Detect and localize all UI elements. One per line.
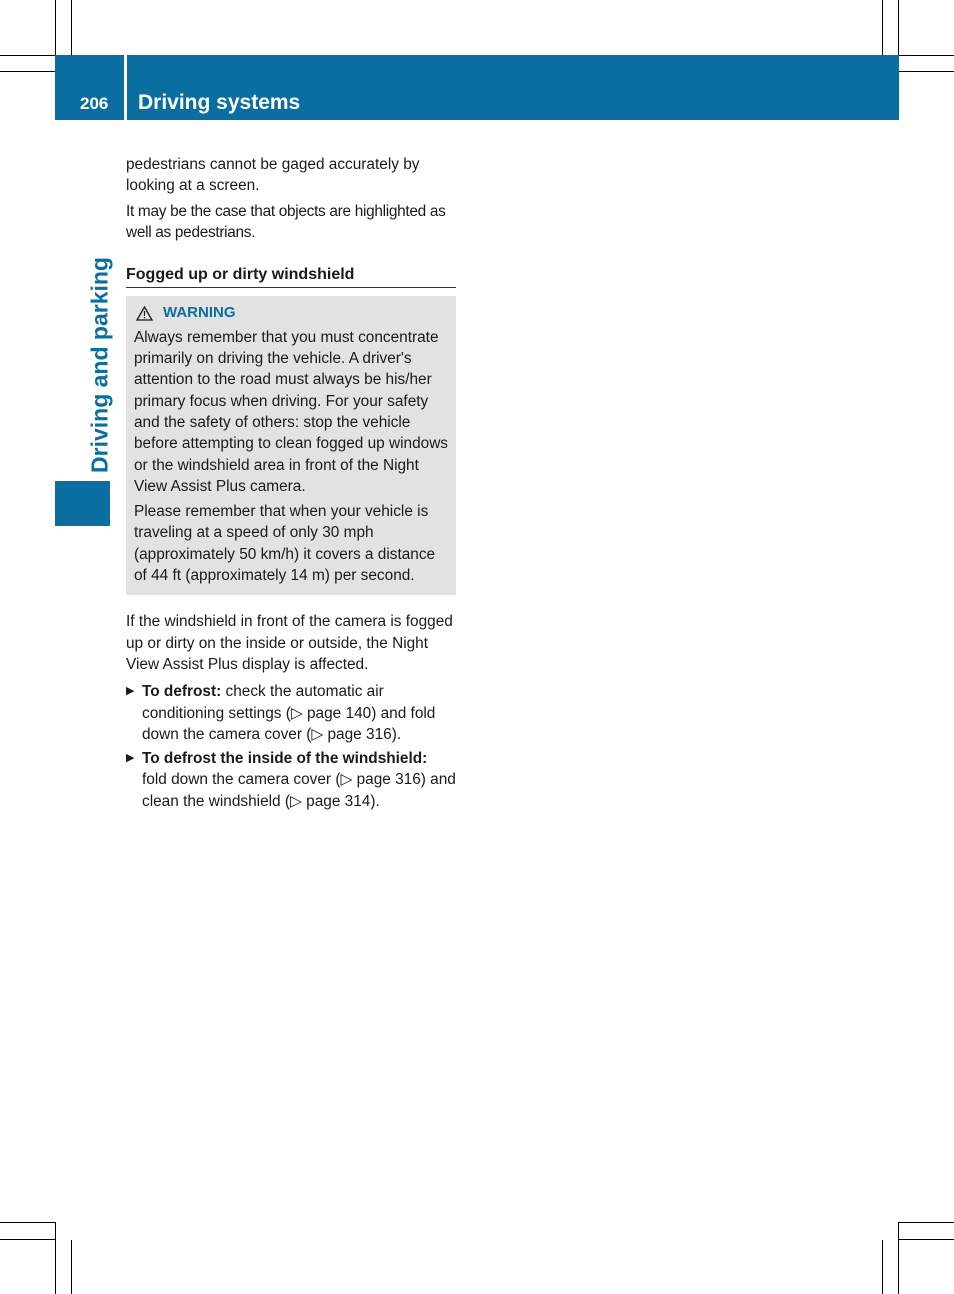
main-column — [126, 154, 456, 815]
subheading: Fogged up or dirty windshield — [126, 264, 456, 288]
warning-box — [126, 296, 456, 595]
bullet-arrow-icon: ▶ — [126, 685, 135, 698]
header-divider — [124, 55, 127, 120]
crop-mark — [899, 55, 954, 56]
step-body: fold down the camera cover ( — [142, 771, 341, 789]
page-reference: page 314). — [301, 792, 380, 810]
page-reference: page 316) and clean the windshield ( — [142, 771, 456, 810]
crop-mark — [898, 1222, 899, 1294]
step-body: check the automatic air conditioning settings ( — [142, 683, 384, 722]
page-reference: page 316). — [323, 725, 402, 743]
warning-text: Please remember that when your vehicle is traveling at a speed of only 30 mph (approximately 50 km/h) it covers a distance of 44 ft (approximately 14 m) per second. — [134, 503, 436, 585]
warning-text: Always remember that you must concentrate primarily on driving the vehicle. A driver's attention to the road must always be his/her primary focus when driving. For your safety and the safety of others: stop the vehicle before attempting to clean fogged up windows or the windshield area in front of the Night View Assist Plus camera. — [134, 328, 449, 495]
instruction-step — [126, 681, 456, 745]
crop-mark — [55, 0, 56, 55]
crop-mark — [0, 55, 55, 56]
section-title: Driving systems — [138, 91, 301, 114]
crop-mark — [0, 71, 55, 72]
crop-mark — [71, 1240, 72, 1294]
warning-triangle-icon — [136, 306, 153, 321]
page-ref-arrow-icon: ▷ — [290, 704, 303, 722]
crop-mark — [899, 71, 954, 72]
crop-mark — [899, 1239, 954, 1240]
instruction-step — [126, 748, 456, 812]
crop-mark — [0, 1222, 55, 1223]
crop-mark — [882, 0, 883, 55]
intro-paragraph: It may be the case that objects are highlighted as well as pedestrians. — [126, 202, 446, 241]
step-label: To defrost the inside of the windshield: — [142, 750, 428, 768]
body-paragraph: If the windshield in front of the camera is fogged up or dirty on the inside or outside, the Night View Assist Plus display is affected. — [126, 613, 453, 673]
crop-mark — [899, 1222, 954, 1223]
chapter-tab-marker — [55, 481, 110, 526]
chapter-label: Driving and parking — [86, 257, 113, 473]
page-reference: page 140) and fold down the camera cover ( — [142, 704, 436, 743]
intro-paragraph: pedestrians cannot be gaged accurately by looking at a screen. — [126, 156, 420, 195]
step-text — [142, 748, 456, 812]
page-ref-arrow-icon: ▷ — [311, 725, 324, 743]
page-ref-arrow-icon: ▷ — [340, 771, 353, 789]
crop-mark — [71, 0, 72, 55]
page-ref-arrow-icon: ▷ — [290, 792, 302, 810]
crop-mark — [55, 1222, 56, 1294]
step-label: To defrost: — [142, 683, 222, 701]
warning-title: WARNING — [163, 304, 236, 322]
warning-header — [134, 302, 448, 323]
bullet-arrow-icon: ▶ — [126, 752, 135, 765]
crop-mark — [0, 1239, 55, 1240]
crop-mark — [882, 1240, 883, 1294]
crop-mark — [898, 0, 899, 55]
page-number: 206 — [80, 94, 109, 113]
step-text — [142, 681, 456, 745]
